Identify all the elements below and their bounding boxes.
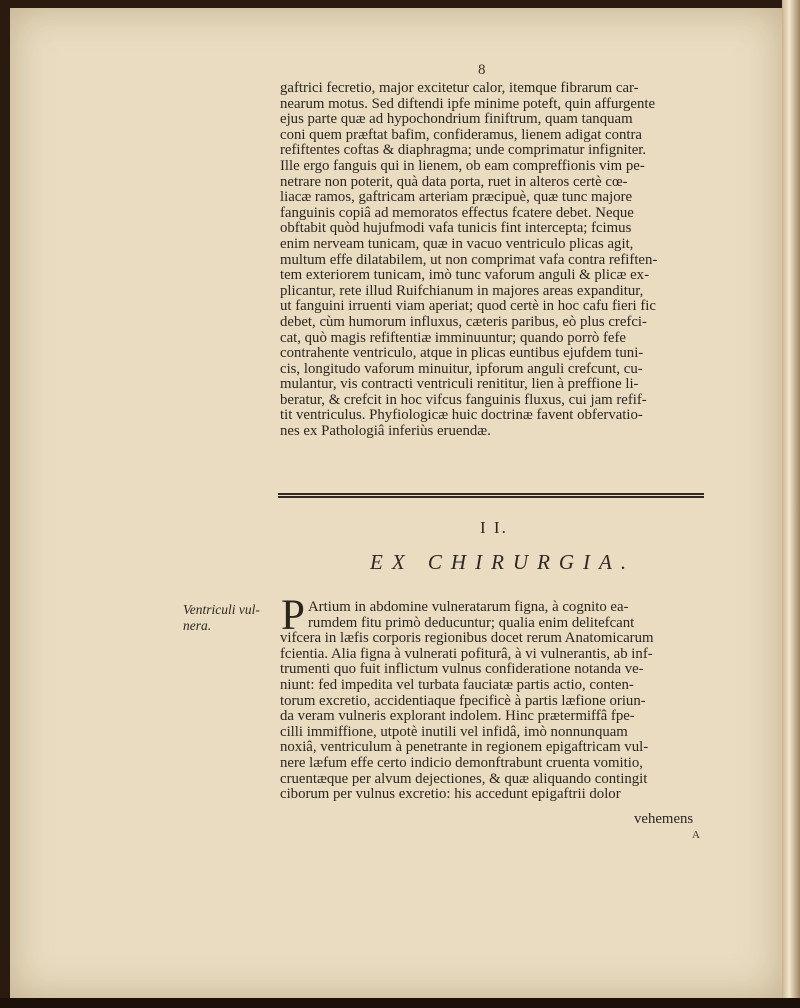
text-line: ut fanguini irruenti viam aperiat; quod certè in hoc cafu fieri fic [280, 298, 656, 315]
page-number: 8 [478, 62, 486, 78]
paragraph-physiology [280, 81, 710, 440]
text-line: tem exteriorem tunicam, imò tunc vaforum anguli & plicæ ex- [280, 267, 649, 284]
book-page [10, 8, 782, 998]
text-line: Ille ergo fanguis qui in lienem, ob eam compreffionis vim pe- [280, 157, 645, 174]
text-line: Artium in abdomine vulneratarum figna, à cognito ea- [308, 599, 629, 615]
text-line: ciborum per vulnus excretio: his accedunt epigaftrii dolor [280, 786, 621, 803]
text-line: cat, quò magis refiftentiæ imminuuntur; quando porrò fefe [280, 329, 626, 346]
text-line: vifcera in læfis corporis regionibus docet rerum Anatomicarum [280, 630, 654, 647]
section-number: I I. [480, 518, 508, 537]
text-line: niunt: fed impedita vel turbata fauciatæ partis actio, conten- [280, 676, 634, 693]
text-line: fanguinis copiâ ad memoratos effectus fcatere debet. Neque [280, 204, 634, 221]
text-line: cilli immiffione, utpotè inutili vel infidâ, imò nonnunquam [280, 723, 628, 740]
text-line: cis, longitudo vaforum minuitur, ipforum anguli crefcunt, cu- [280, 360, 643, 377]
text-line: contrahente ventriculo, atque in plicas euntibus ejufdem tuni- [280, 345, 644, 362]
catchword: vehemens [634, 811, 694, 827]
text-line: torum excretio, accidentiaque fpecificè à partis læfione oriun- [280, 692, 646, 709]
margin-note: Ventriculi vul-nera. [183, 602, 260, 633]
text-line: liacæ ramos, gaftricam arteriam præcipuè, quæ tunc majore [280, 189, 633, 206]
text-line: nere læfum effe certo indicio demonftrabunt cruenta vomitio, [280, 754, 643, 771]
text-line: debet, cùm humorum influxus, cæteris paribus, eò plus crefci- [280, 313, 647, 330]
text-line: tit ventriculus. Phyfiologicæ huic doctrinæ favent obfervatio- [280, 407, 643, 424]
text-line: gaftrici fecretio, major excitetur calor, itemque fibrarum car- [280, 80, 639, 96]
text-line: rumdem fitu primò deducuntur; qualia enim delitefcant [308, 614, 635, 631]
paragraph-surgery [280, 599, 708, 803]
text-line: da veram vulneris explorant indolem. Hinc prætermiffâ fpe- [280, 708, 635, 725]
text-line: refiftentes coftas & diaphragma; unde comprimatur infigniter. [280, 142, 647, 159]
section-title: EX CHIRURGIA. [370, 550, 636, 574]
text-line: plicantur, rete illud Ruifchianum in majores areas expanditur, [280, 282, 644, 299]
book-bottom-edge [0, 998, 800, 1008]
text-line: ejus parte quæ ad hypochondrium finiftrum, quam tanquam [280, 111, 633, 128]
text-line: trumenti quo fuit inflictum vulnus confideratione notanda ve- [280, 661, 644, 678]
text-line: beratur, & crefcit in hoc vifcus fanguinis fluxus, cui jam refif- [280, 391, 647, 408]
text-line: fcientia. Alia figna à vulnerati pofiturâ, à vi vulnerantis, ab inf- [280, 645, 653, 662]
text-line: multum effe dilatabilem, ut non comprimat vafa contra refiften- [280, 251, 658, 268]
drop-cap: P [281, 592, 305, 639]
text-line: netrare non poterit, quà data porta, ruet in alteros certè cœ- [280, 173, 628, 190]
text-line: cruentæque per alvum dejectiones, & quæ aliquando contingit [280, 770, 648, 787]
text-line: obftabit quòd hujufmodi vafa tunicis fint intercepta; fcimus [280, 220, 632, 237]
text-line: mulantur, vis contracti ventriculi renititur, lien à preffione li- [280, 376, 639, 393]
text-line: nes ex Pathologiâ inferiùs eruendæ. [280, 423, 491, 440]
text-line: enim nerveam tunicam, quæ in vacuo ventriculo plicas agit, [280, 235, 634, 252]
signature-mark: A [692, 829, 700, 841]
text-line: noxiâ, ventriculum à penetrante in regionem epigaftricam vul- [280, 739, 649, 756]
section-divider-rule [278, 493, 704, 495]
page-edge-shadow [782, 0, 800, 1008]
text-line: coni quem præftat bafim, confideramus, lienem adigat contra [280, 126, 642, 143]
text-line: nearum motus. Sed diftendi ipfe minime poteft, quin affurgente [280, 95, 656, 112]
